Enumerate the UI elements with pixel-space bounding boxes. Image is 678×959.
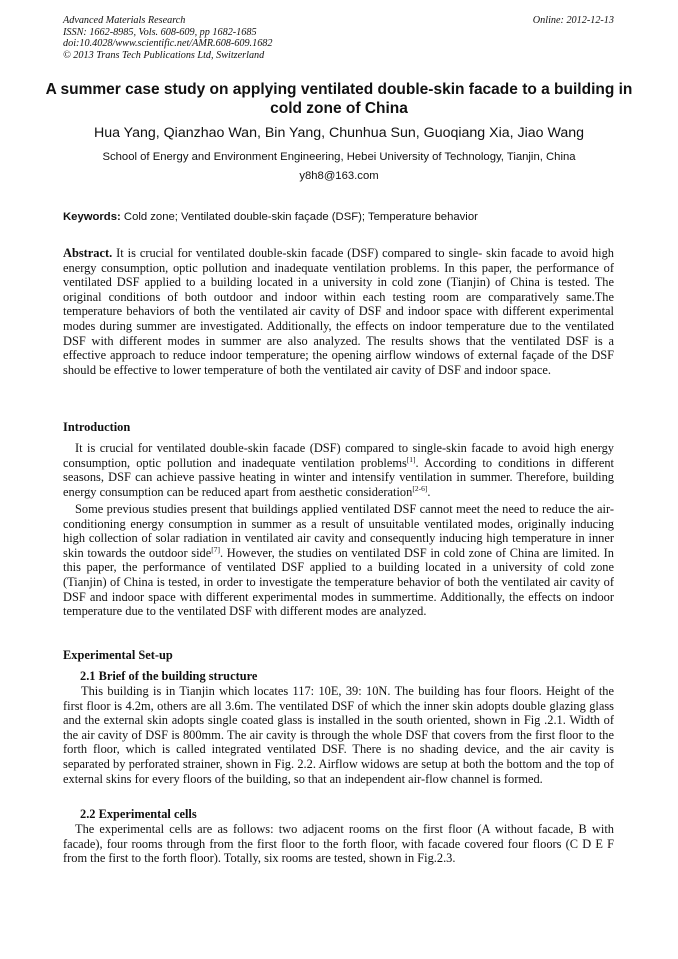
section-heading-experimental-setup: Experimental Set-up	[63, 648, 173, 662]
keywords	[63, 210, 478, 224]
subsection-heading-2-2: 2.2 Experimental cells	[80, 807, 197, 821]
journal-header	[63, 15, 272, 61]
citation-ref[interactable]: [7]	[211, 544, 220, 554]
email-link[interactable]: y8h8@163.com	[299, 170, 379, 182]
abstract-label: Abstract.	[63, 246, 113, 260]
copyright-line: © 2013 Trans Tech Publications Ltd, Switzerland	[63, 49, 265, 61]
keywords-text: Cold zone; Ventilated double-skin façade (DSF); Temperature behavior	[120, 211, 478, 223]
subsection-heading-2-1: 2.1 Brief of the building structure	[80, 669, 258, 683]
journal-name: Advanced Materials Research	[63, 15, 186, 26]
citation-ref[interactable]: [2-6]	[412, 483, 428, 493]
intro-paragraph-2: Some previous studies present that buildings applied ventilated DSF cannot meet the need to reduce the air-conditioning energy consumption in summer as a result of unsuitable ventilated modes, originally inducing high collection of solar radiation in ventilated air cavity and consequently inducing high temperature in inner skin towards the outdoor side[7]. However, the studies on ventilated DSF in cold zone of China are limited. In this paper, the performance of ventilated DSF applied to a building located in a university of cold zone (Tianjin) of China is tested, in order to investigate the temperature behavior of both the ventilated air cavity of DSF and indoor space with different experimental modes in summertime. Additionally, the effects on indoor temperature due to the ventilated DSF with different modes are analyzed.	[63, 502, 615, 619]
doi-link[interactable]: doi:10.4028/www.scientific.net/AMR.608-609.1682	[63, 38, 273, 50]
paper-title: A summer case study on applying ventilated double-skin facade to a building in cold zone of China	[45, 81, 633, 117]
subsection-2-2-text: The experimental cells are as follows: two adjacent rooms on the first floor (A without facade, B with facade), four rooms through from the first floor to the forth floor, with facade covered four floors (C D E F from the first to the forth floor). Totally, six rooms are tested, shown in Fig.2.3.	[63, 822, 614, 866]
citation-ref[interactable]: [1]	[406, 454, 416, 464]
keywords-label: Keywords:	[63, 211, 121, 223]
abstract	[63, 246, 614, 377]
subsection-2-1-text: This building is in Tianjin which locates 117: 10E, 39: 10N. The building has four floors. Height of the first floor is 4.2m, others are all 3.6m. The ventilated DSF of which the inner skin adopts double glazing glass and the external skin adopts single coated glass is installed in the south oriented, shown in Fig .2.1. Width of the air cavity of DSF is 800mm. The air cavity is through the whole DSF that covers from the first floor to the forth floor, which is called integrated ventilated DSF. There is no shading device, and the air cavity is separated by perforated strainer, shown in Fig. 2.2. Airflow widows are setup at both the bottom and the top of external skins for every floors of the building, so that an independent air-flow channel is formed.	[63, 684, 614, 786]
section-heading-introduction: Introduction	[63, 420, 131, 434]
issn-line: ISSN: 1662-8985, Vols. 608-609, pp 1682-1685	[63, 26, 257, 38]
affiliation: School of Energy and Environment Engineering, Hebei University of Technology, Tianjin, China	[102, 151, 576, 163]
intro-paragraph-1: It is crucial for ventilated double-skin facade (DSF) compared to single-skin facade to avoid high energy consumption, optic pollution and inadequate ventilation problems[1]. According to conditions in different seasons, DSF can achieve passive heating in winter and intensify ventilation in summer. Therefore, building energy consumption can be reduced apart from aesthetic consideration[2-6].	[63, 441, 614, 499]
abstract-text: It is crucial for ventilated double-skin facade (DSF) compared to single- skin facade to avoid high energy consumption, optic pollution and inadequate ventilation problems. In this paper, the performance of ventilated DSF applied to a building located in a university in cold zone (Tianjin) of China is tested. The original conditions of both outdoor and indoor within each testing room are comparatively same.The temperature behaviors of both the ventilated air cavity of DSF and indoor space with different experimental modes during summer are investigated. Additionally, the effects on indoor temperature due to the ventilated DSF with different modes in summer are also analyzed. The results shows that the ventilated DSF is a effective approach to reduce indoor temperature; the opening airflow windows of external façade of the DSF should be effective to lower temperature of both the ventilated air cavity of DSF and indoor space.	[63, 246, 614, 377]
online-date: Online: 2012-12-13	[532, 15, 614, 26]
author-list: Hua Yang, Qianzhao Wan, Bin Yang, Chunhua Sun, Guoqiang Xia, Jiao Wang	[93, 125, 585, 141]
